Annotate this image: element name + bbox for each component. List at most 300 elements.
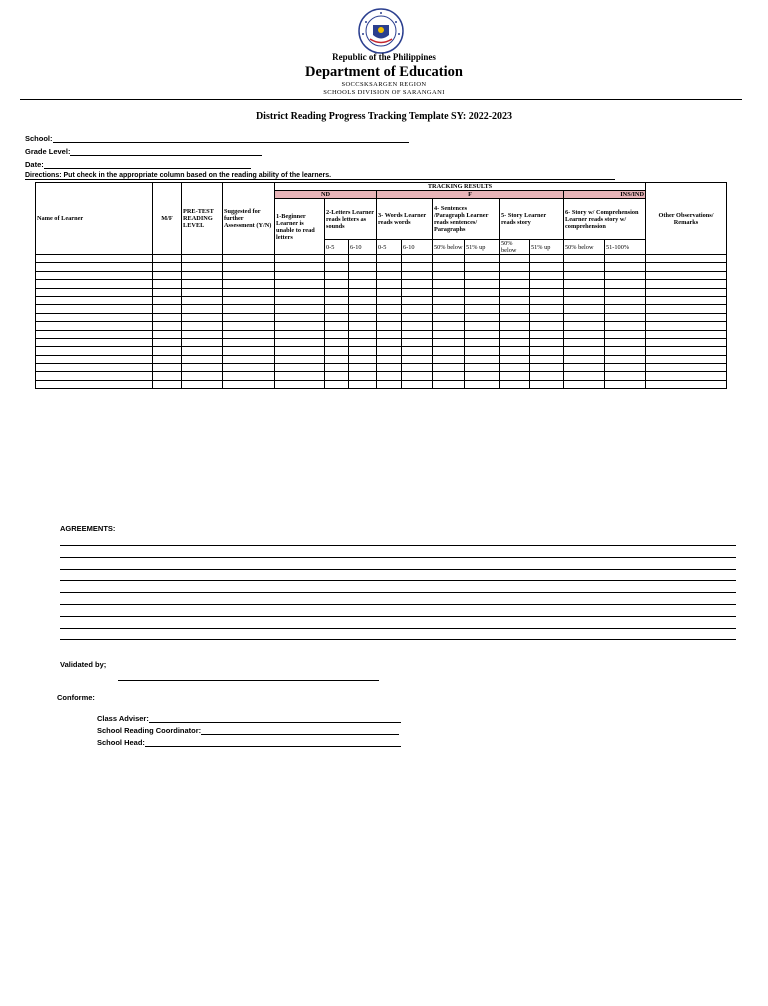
school-head-field[interactable]	[97, 738, 401, 747]
table-cell[interactable]	[377, 305, 402, 313]
table-cell[interactable]	[500, 313, 530, 321]
table-cell[interactable]	[564, 296, 605, 304]
table-cell[interactable]	[325, 355, 349, 363]
table-cell[interactable]	[564, 305, 605, 313]
table-cell[interactable]	[153, 338, 182, 346]
table-cell[interactable]	[500, 280, 530, 288]
table-cell[interactable]	[377, 364, 402, 372]
table-cell[interactable]	[325, 372, 349, 380]
document-title: District Reading Progress Tracking Template SY: 2022-2023	[255, 111, 513, 122]
table-cell[interactable]	[433, 355, 465, 363]
table-cell[interactable]	[223, 263, 275, 271]
table-cell[interactable]	[465, 271, 500, 279]
table-cell[interactable]	[646, 280, 727, 288]
table-cell[interactable]	[377, 313, 402, 321]
table-cell[interactable]	[465, 380, 500, 388]
table-cell[interactable]	[564, 372, 605, 380]
table-row	[36, 380, 727, 388]
table-cell[interactable]	[223, 296, 275, 304]
table-cell[interactable]	[646, 372, 727, 380]
table-cell[interactable]	[275, 280, 325, 288]
table-cell[interactable]	[153, 305, 182, 313]
table-cell[interactable]	[646, 364, 727, 372]
table-cell[interactable]	[605, 296, 646, 304]
table-cell[interactable]	[377, 322, 402, 330]
table-cell[interactable]	[325, 255, 349, 263]
table-cell[interactable]	[564, 380, 605, 388]
table-cell[interactable]	[605, 347, 646, 355]
reading-coordinator-field[interactable]	[97, 726, 399, 735]
table-cell[interactable]	[182, 280, 223, 288]
table-cell[interactable]	[402, 280, 433, 288]
table-row	[36, 263, 727, 271]
table-cell[interactable]	[500, 347, 530, 355]
table-cell[interactable]	[530, 364, 564, 372]
table-row	[36, 372, 727, 380]
table-cell[interactable]	[275, 263, 325, 271]
table-cell[interactable]	[433, 380, 465, 388]
table-cell[interactable]	[377, 271, 402, 279]
table-cell[interactable]	[646, 263, 727, 271]
table-cell[interactable]	[646, 313, 727, 321]
table-cell[interactable]	[36, 364, 153, 372]
table-cell[interactable]	[500, 355, 530, 363]
table-cell[interactable]	[349, 255, 377, 263]
table-cell[interactable]	[465, 255, 500, 263]
table-cell[interactable]	[402, 305, 433, 313]
table-cell[interactable]	[530, 372, 564, 380]
table-cell[interactable]	[530, 322, 564, 330]
table-cell[interactable]	[223, 364, 275, 372]
table-cell[interactable]	[275, 364, 325, 372]
table-cell[interactable]	[605, 255, 646, 263]
table-cell[interactable]	[182, 305, 223, 313]
table-cell[interactable]	[153, 380, 182, 388]
table-cell[interactable]	[646, 355, 727, 363]
table-cell[interactable]	[349, 271, 377, 279]
agreement-line[interactable]	[60, 604, 736, 605]
table-cell[interactable]	[605, 263, 646, 271]
table-cell[interactable]	[153, 313, 182, 321]
table-cell[interactable]	[465, 338, 500, 346]
table-cell[interactable]	[564, 271, 605, 279]
table-cell[interactable]	[646, 330, 727, 338]
table-cell[interactable]	[564, 330, 605, 338]
table-cell[interactable]	[275, 347, 325, 355]
table-cell[interactable]	[402, 364, 433, 372]
table-cell[interactable]	[500, 288, 530, 296]
level-6-comprehension: 6- Story w/ Comprehension Learner reads story w/ comprehension	[564, 199, 646, 240]
table-cell[interactable]	[36, 313, 153, 321]
table-cell[interactable]	[530, 305, 564, 313]
table-cell[interactable]	[153, 364, 182, 372]
table-cell[interactable]	[325, 338, 349, 346]
table-cell[interactable]	[433, 364, 465, 372]
table-cell[interactable]	[564, 355, 605, 363]
table-cell[interactable]	[465, 355, 500, 363]
table-cell[interactable]	[223, 322, 275, 330]
table-cell[interactable]	[36, 305, 153, 313]
table-cell[interactable]	[530, 347, 564, 355]
table-cell[interactable]	[223, 380, 275, 388]
table-cell[interactable]	[182, 322, 223, 330]
table-cell[interactable]	[433, 271, 465, 279]
table-cell[interactable]	[36, 322, 153, 330]
agreement-line[interactable]	[60, 592, 736, 593]
table-cell[interactable]	[530, 296, 564, 304]
table-cell[interactable]	[182, 347, 223, 355]
table-cell[interactable]	[349, 305, 377, 313]
table-cell[interactable]	[325, 288, 349, 296]
table-cell[interactable]	[377, 296, 402, 304]
table-cell[interactable]	[433, 280, 465, 288]
table-cell[interactable]	[325, 280, 349, 288]
table-cell[interactable]	[530, 355, 564, 363]
group-f: F	[377, 191, 564, 199]
level-4-sentences: 4- Sentences /Paragraph Learner reads sentences/ Paragraphs	[433, 199, 500, 240]
table-cell[interactable]	[402, 322, 433, 330]
table-cell[interactable]	[349, 347, 377, 355]
table-cell[interactable]	[646, 338, 727, 346]
table-cell[interactable]	[605, 364, 646, 372]
table-cell[interactable]	[36, 355, 153, 363]
level-1-beginner: 1-Beginner Learner is unable to read letters	[275, 199, 325, 255]
table-cell[interactable]	[605, 322, 646, 330]
table-cell[interactable]	[223, 313, 275, 321]
table-cell[interactable]	[223, 280, 275, 288]
table-cell[interactable]	[564, 263, 605, 271]
sub-col-header: 51% up	[530, 240, 564, 255]
table-cell[interactable]	[275, 322, 325, 330]
table-cell[interactable]	[605, 380, 646, 388]
agreement-line[interactable]	[60, 569, 736, 570]
table-cell[interactable]	[153, 322, 182, 330]
table-cell[interactable]	[402, 380, 433, 388]
table-cell[interactable]	[605, 280, 646, 288]
table-cell[interactable]	[377, 347, 402, 355]
table-cell[interactable]	[564, 288, 605, 296]
table-cell[interactable]	[433, 305, 465, 313]
table-cell[interactable]	[275, 355, 325, 363]
table-cell[interactable]	[325, 322, 349, 330]
table-cell[interactable]	[377, 330, 402, 338]
table-cell[interactable]	[433, 255, 465, 263]
table-cell[interactable]	[500, 263, 530, 271]
agreement-line[interactable]	[60, 557, 736, 558]
table-cell[interactable]	[465, 364, 500, 372]
table-cell[interactable]	[36, 280, 153, 288]
table-cell[interactable]	[182, 263, 223, 271]
table-cell[interactable]	[564, 347, 605, 355]
table-cell[interactable]	[605, 372, 646, 380]
table-cell[interactable]	[275, 330, 325, 338]
table-cell[interactable]	[153, 255, 182, 263]
table-cell[interactable]	[349, 313, 377, 321]
table-cell[interactable]	[465, 280, 500, 288]
table-cell[interactable]	[433, 338, 465, 346]
table-cell[interactable]	[465, 263, 500, 271]
table-cell[interactable]	[182, 296, 223, 304]
table-cell[interactable]	[646, 255, 727, 263]
table-cell[interactable]	[36, 380, 153, 388]
table-cell[interactable]	[325, 313, 349, 321]
school-head-label: School Head:	[97, 738, 145, 747]
table-cell[interactable]	[500, 305, 530, 313]
table-cell[interactable]	[646, 271, 727, 279]
table-cell[interactable]	[153, 288, 182, 296]
table-cell[interactable]	[605, 305, 646, 313]
table-cell[interactable]	[153, 355, 182, 363]
class-adviser-field[interactable]	[97, 714, 401, 723]
validated-by-signature-line[interactable]	[118, 680, 379, 681]
table-cell[interactable]	[275, 313, 325, 321]
table-cell[interactable]	[377, 338, 402, 346]
table-cell[interactable]	[377, 263, 402, 271]
table-cell[interactable]	[325, 380, 349, 388]
date-blank[interactable]	[44, 160, 251, 169]
table-cell[interactable]	[153, 271, 182, 279]
table-cell[interactable]	[182, 372, 223, 380]
table-cell[interactable]	[465, 288, 500, 296]
table-cell[interactable]	[646, 380, 727, 388]
table-cell[interactable]	[564, 338, 605, 346]
table-cell[interactable]	[500, 330, 530, 338]
agreement-line[interactable]	[60, 639, 736, 640]
table-cell[interactable]	[153, 347, 182, 355]
table-row	[36, 322, 727, 330]
table-cell[interactable]	[349, 296, 377, 304]
table-cell[interactable]	[465, 330, 500, 338]
table-cell[interactable]	[325, 364, 349, 372]
table-cell[interactable]	[530, 313, 564, 321]
table-cell[interactable]	[349, 322, 377, 330]
table-cell[interactable]	[500, 322, 530, 330]
table-cell[interactable]	[402, 355, 433, 363]
sub-col-header: 50% below	[433, 240, 465, 255]
table-cell[interactable]	[223, 330, 275, 338]
agreement-line[interactable]	[60, 628, 736, 629]
table-cell[interactable]	[530, 280, 564, 288]
table-cell[interactable]	[36, 263, 153, 271]
table-cell[interactable]	[433, 263, 465, 271]
school-blank[interactable]	[53, 134, 409, 143]
table-cell[interactable]	[36, 347, 153, 355]
table-cell[interactable]	[500, 364, 530, 372]
table-cell[interactable]	[402, 288, 433, 296]
table-cell[interactable]	[36, 296, 153, 304]
table-cell[interactable]	[223, 372, 275, 380]
table-cell[interactable]	[402, 271, 433, 279]
table-cell[interactable]	[223, 255, 275, 263]
table-cell[interactable]	[564, 255, 605, 263]
table-cell[interactable]	[530, 330, 564, 338]
table-cell[interactable]	[465, 347, 500, 355]
header-suggested: Suggested for further Assessment (Y/N)	[223, 183, 275, 255]
table-cell[interactable]	[182, 271, 223, 279]
table-cell[interactable]	[433, 372, 465, 380]
table-cell[interactable]	[402, 263, 433, 271]
agreement-line[interactable]	[60, 616, 736, 617]
table-cell[interactable]	[530, 338, 564, 346]
table-cell[interactable]	[564, 280, 605, 288]
table-cell[interactable]	[36, 255, 153, 263]
table-cell[interactable]	[530, 271, 564, 279]
table-cell[interactable]	[325, 305, 349, 313]
table-cell[interactable]	[530, 288, 564, 296]
table-cell[interactable]	[465, 305, 500, 313]
table-cell[interactable]	[223, 338, 275, 346]
table-cell[interactable]	[36, 288, 153, 296]
agreement-line[interactable]	[60, 580, 736, 581]
table-cell[interactable]	[325, 271, 349, 279]
table-cell[interactable]	[349, 338, 377, 346]
table-cell[interactable]	[377, 372, 402, 380]
table-cell[interactable]	[223, 305, 275, 313]
tracking-table	[35, 182, 727, 389]
table-cell[interactable]	[646, 347, 727, 355]
table-cell[interactable]	[275, 372, 325, 380]
table-cell[interactable]	[377, 280, 402, 288]
table-cell[interactable]	[402, 372, 433, 380]
table-cell[interactable]	[605, 330, 646, 338]
table-cell[interactable]	[646, 322, 727, 330]
table-cell[interactable]	[349, 364, 377, 372]
table-cell[interactable]	[349, 263, 377, 271]
grade-level-field[interactable]	[25, 147, 262, 156]
table-cell[interactable]	[182, 288, 223, 296]
table-cell[interactable]	[433, 313, 465, 321]
table-cell[interactable]	[646, 305, 727, 313]
level-5-story: 5- Story Learner reads story	[500, 199, 564, 240]
table-cell[interactable]	[564, 364, 605, 372]
table-cell[interactable]	[377, 380, 402, 388]
table-cell[interactable]	[500, 380, 530, 388]
table-cell[interactable]	[325, 347, 349, 355]
table-cell[interactable]	[153, 280, 182, 288]
table-cell[interactable]	[605, 271, 646, 279]
header-pretest: PRE-TEST READING LEVEL	[182, 183, 223, 255]
table-cell[interactable]	[349, 380, 377, 388]
table-cell[interactable]	[377, 255, 402, 263]
table-cell[interactable]	[325, 263, 349, 271]
table-cell[interactable]	[275, 288, 325, 296]
table-cell[interactable]	[36, 330, 153, 338]
table-cell[interactable]	[564, 313, 605, 321]
table-cell[interactable]	[223, 347, 275, 355]
table-cell[interactable]	[530, 255, 564, 263]
table-cell[interactable]	[377, 355, 402, 363]
table-cell[interactable]	[325, 296, 349, 304]
table-cell[interactable]	[564, 322, 605, 330]
table-cell[interactable]	[182, 355, 223, 363]
table-cell[interactable]	[349, 280, 377, 288]
table-cell[interactable]	[36, 271, 153, 279]
table-cell[interactable]	[153, 330, 182, 338]
table-cell[interactable]	[465, 372, 500, 380]
table-cell[interactable]	[349, 355, 377, 363]
grade-level-blank[interactable]	[70, 147, 262, 156]
table-cell[interactable]	[530, 263, 564, 271]
table-row	[36, 271, 727, 279]
sub-col-header: 6-10	[349, 240, 377, 255]
table-cell[interactable]	[223, 271, 275, 279]
table-cell[interactable]	[349, 288, 377, 296]
table-cell[interactable]	[605, 313, 646, 321]
table-cell[interactable]	[275, 305, 325, 313]
table-cell[interactable]	[465, 322, 500, 330]
table-cell[interactable]	[402, 313, 433, 321]
table-cell[interactable]	[500, 372, 530, 380]
table-cell[interactable]	[465, 313, 500, 321]
table-cell[interactable]	[605, 338, 646, 346]
table-cell[interactable]	[275, 380, 325, 388]
table-cell[interactable]	[433, 322, 465, 330]
table-cell[interactable]	[402, 296, 433, 304]
table-cell[interactable]	[182, 255, 223, 263]
table-cell[interactable]	[433, 330, 465, 338]
date-field[interactable]	[25, 160, 251, 169]
table-cell[interactable]	[402, 330, 433, 338]
table-cell[interactable]	[223, 355, 275, 363]
table-cell[interactable]	[153, 296, 182, 304]
table-cell[interactable]	[349, 372, 377, 380]
table-cell[interactable]	[153, 372, 182, 380]
table-cell[interactable]	[182, 380, 223, 388]
table-cell[interactable]	[182, 364, 223, 372]
agreement-line[interactable]	[60, 545, 736, 546]
table-cell[interactable]	[36, 372, 153, 380]
table-cell[interactable]	[500, 271, 530, 279]
table-cell[interactable]	[646, 288, 727, 296]
class-adviser-line[interactable]	[149, 714, 401, 723]
table-cell[interactable]	[500, 296, 530, 304]
table-cell[interactable]	[377, 288, 402, 296]
table-row	[36, 305, 727, 313]
table-cell[interactable]	[465, 296, 500, 304]
deped-seal-logo	[358, 8, 404, 54]
table-cell[interactable]	[402, 347, 433, 355]
table-cell[interactable]	[500, 255, 530, 263]
table-cell[interactable]	[500, 338, 530, 346]
table-cell[interactable]	[36, 338, 153, 346]
table-cell[interactable]	[402, 338, 433, 346]
table-cell[interactable]	[223, 288, 275, 296]
table-cell[interactable]	[605, 288, 646, 296]
table-cell[interactable]	[530, 380, 564, 388]
header-tracking-results: TRACKING RESULTS	[275, 183, 646, 191]
reading-coordinator-line[interactable]	[201, 726, 399, 735]
table-cell[interactable]	[275, 338, 325, 346]
table-cell[interactable]	[275, 271, 325, 279]
table-cell[interactable]	[325, 330, 349, 338]
table-cell[interactable]	[349, 330, 377, 338]
sub-col-header: 6-10	[402, 240, 433, 255]
table-cell[interactable]	[182, 330, 223, 338]
table-cell[interactable]	[275, 255, 325, 263]
table-cell[interactable]	[433, 347, 465, 355]
school-head-line[interactable]	[145, 738, 401, 747]
table-cell[interactable]	[275, 296, 325, 304]
table-cell[interactable]	[433, 296, 465, 304]
table-cell[interactable]	[182, 313, 223, 321]
table-cell[interactable]	[153, 263, 182, 271]
table-cell[interactable]	[646, 296, 727, 304]
table-cell[interactable]	[605, 355, 646, 363]
table-cell[interactable]	[182, 338, 223, 346]
school-field[interactable]	[25, 134, 409, 143]
table-cell[interactable]	[402, 255, 433, 263]
table-cell[interactable]	[433, 288, 465, 296]
